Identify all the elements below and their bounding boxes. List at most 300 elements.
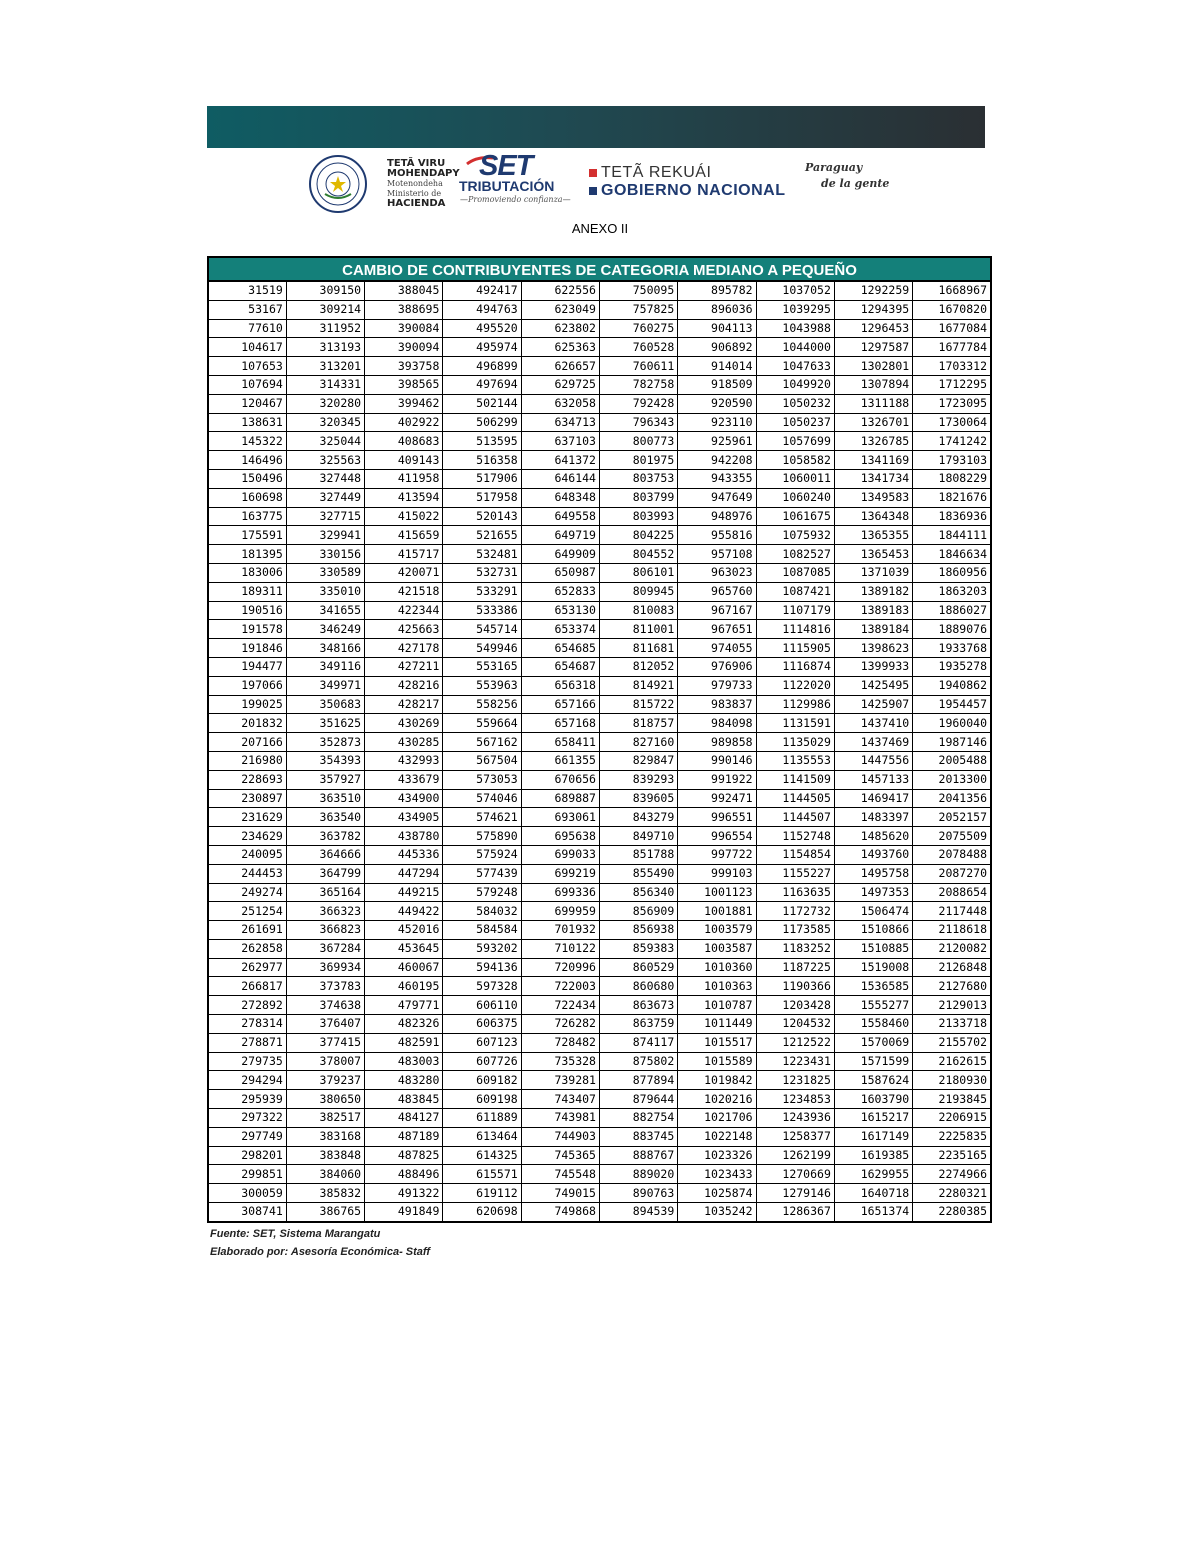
table-cell: 2078488 (913, 845, 991, 864)
table-cell: 710122 (521, 939, 599, 958)
table-row (208, 845, 991, 864)
table-cell: 390084 (365, 319, 443, 338)
table-cell: 346249 (286, 620, 364, 639)
table-cell: 609198 (443, 1090, 521, 1109)
table-cell: 1057699 (756, 432, 834, 451)
table-cell: 1061675 (756, 507, 834, 526)
table-cell: 923110 (678, 413, 756, 432)
table-cell: 760528 (599, 338, 677, 357)
red-square-icon (589, 169, 597, 177)
table-row (208, 281, 991, 300)
table-cell: 594136 (443, 958, 521, 977)
table-row (208, 1033, 991, 1052)
table-cell: 1292259 (834, 281, 912, 300)
table-cell: 1954457 (913, 695, 991, 714)
table-cell: 297322 (208, 1109, 286, 1128)
table-cell: 517906 (443, 469, 521, 488)
table-cell: 947649 (678, 488, 756, 507)
table-row (208, 751, 991, 770)
table-cell: 1234853 (756, 1090, 834, 1109)
slogan (805, 160, 889, 192)
table-cell: 341655 (286, 601, 364, 620)
table-cell: 567504 (443, 751, 521, 770)
table-cell: 699033 (521, 845, 599, 864)
table-cell: 279735 (208, 1052, 286, 1071)
table-cell: 1050232 (756, 394, 834, 413)
table-cell: 197066 (208, 676, 286, 695)
table-cell: 1010360 (678, 958, 756, 977)
table-cell: 1723095 (913, 394, 991, 413)
table-cell: 558256 (443, 695, 521, 714)
table-row (208, 300, 991, 319)
table-cell: 2162615 (913, 1052, 991, 1071)
table-cell: 1730064 (913, 413, 991, 432)
table-cell: 1389182 (834, 582, 912, 601)
table-cell: 376407 (286, 1015, 364, 1034)
table-cell: 422344 (365, 601, 443, 620)
table-cell: 488496 (365, 1165, 443, 1184)
table-cell: 654687 (521, 657, 599, 676)
table-cell: 2087270 (913, 864, 991, 883)
table-cell: 1615217 (834, 1109, 912, 1128)
table-cell: 906892 (678, 338, 756, 357)
table-cell: 855490 (599, 864, 677, 883)
table-cell: 1437469 (834, 733, 912, 752)
table-cell: 782758 (599, 375, 677, 394)
table-cell: 1399933 (834, 657, 912, 676)
table-cell: 449422 (365, 902, 443, 921)
table-cell: 990146 (678, 751, 756, 770)
table-cell: 327715 (286, 507, 364, 526)
table-cell: 363540 (286, 808, 364, 827)
table-cell: 689887 (521, 789, 599, 808)
table-cell: 657166 (521, 695, 599, 714)
table-cell: 308741 (208, 1203, 286, 1222)
table-cell: 1243936 (756, 1109, 834, 1128)
table-cell: 294294 (208, 1071, 286, 1090)
table-cell: 653374 (521, 620, 599, 639)
table-row (208, 789, 991, 808)
table-cell: 278871 (208, 1033, 286, 1052)
table-row (208, 357, 991, 376)
table-cell: 1023326 (678, 1146, 756, 1165)
table-cell: 2127680 (913, 977, 991, 996)
table-cell: 974055 (678, 639, 756, 658)
table-cell: 216980 (208, 751, 286, 770)
table-cell: 1010363 (678, 977, 756, 996)
table-cell: 818757 (599, 714, 677, 733)
table-cell: 1389184 (834, 620, 912, 639)
table-cell: 1060240 (756, 488, 834, 507)
table-cell: 1001881 (678, 902, 756, 921)
table-cell: 1155227 (756, 864, 834, 883)
table-cell: 506299 (443, 413, 521, 432)
table-cell: 532481 (443, 545, 521, 564)
table-cell: 992471 (678, 789, 756, 808)
table-cell: 879644 (599, 1090, 677, 1109)
table-cell: 311952 (286, 319, 364, 338)
table-cell: 1863203 (913, 582, 991, 601)
table-row (208, 1109, 991, 1128)
table-cell: 190516 (208, 601, 286, 620)
table-cell: 996554 (678, 827, 756, 846)
table-cell: 1940862 (913, 676, 991, 695)
table-cell: 487189 (365, 1127, 443, 1146)
table-cell: 496899 (443, 357, 521, 376)
table-cell: 354393 (286, 751, 364, 770)
table-cell: 743981 (521, 1109, 599, 1128)
table-cell: 408683 (365, 432, 443, 451)
table-cell: 991922 (678, 770, 756, 789)
table-cell: 365164 (286, 883, 364, 902)
table-cell: 1122020 (756, 676, 834, 695)
table-cell: 1039295 (756, 300, 834, 319)
table-cell: 2235165 (913, 1146, 991, 1165)
table-row (208, 394, 991, 413)
table-cell: 382517 (286, 1109, 364, 1128)
table-cell: 191578 (208, 620, 286, 639)
table-cell: 584584 (443, 921, 521, 940)
table-cell: 1846634 (913, 545, 991, 564)
table-cell: 402922 (365, 413, 443, 432)
table-cell: 183006 (208, 563, 286, 582)
table-cell: 145322 (208, 432, 286, 451)
table-cell: 427178 (365, 639, 443, 658)
table-cell: 384060 (286, 1165, 364, 1184)
table-cell: 1836936 (913, 507, 991, 526)
table-cell: 1987146 (913, 733, 991, 752)
table-cell: 623802 (521, 319, 599, 338)
table-cell: 261691 (208, 921, 286, 940)
table-cell: 1183252 (756, 939, 834, 958)
table-cell: 1668967 (913, 281, 991, 300)
table-cell: 574046 (443, 789, 521, 808)
table-cell: 745548 (521, 1165, 599, 1184)
table-cell: 2117448 (913, 902, 991, 921)
table-cell: 760611 (599, 357, 677, 376)
table-cell: 593202 (443, 939, 521, 958)
table-cell: 295939 (208, 1090, 286, 1109)
ministry-line1: TETÃ VIRU (387, 158, 446, 169)
table-cell: 266817 (208, 977, 286, 996)
table-cell: 330589 (286, 563, 364, 582)
table-cell: 2280385 (913, 1203, 991, 1222)
table-cell: 367284 (286, 939, 364, 958)
table-cell: 1326701 (834, 413, 912, 432)
table-cell: 1025874 (678, 1184, 756, 1203)
table-cell: 1173585 (756, 921, 834, 940)
table-cell: 811681 (599, 639, 677, 658)
table-cell: 298201 (208, 1146, 286, 1165)
table-cell: 386765 (286, 1203, 364, 1222)
table-cell: 160698 (208, 488, 286, 507)
table-cell: 482326 (365, 1015, 443, 1034)
table-cell: 1087421 (756, 582, 834, 601)
table-cell: 611889 (443, 1109, 521, 1128)
header-banner (207, 106, 985, 148)
table-cell: 2280321 (913, 1184, 991, 1203)
table-cell: 701932 (521, 921, 599, 940)
table-cell: 607123 (443, 1033, 521, 1052)
table-row (208, 319, 991, 338)
table-cell: 329941 (286, 526, 364, 545)
table-cell: 1889076 (913, 620, 991, 639)
table-cell: 1457133 (834, 770, 912, 789)
gov-line2: GOBIERNO NACIONAL (601, 182, 786, 199)
table-row (208, 582, 991, 601)
table-cell: 648348 (521, 488, 599, 507)
table-cell: 641372 (521, 451, 599, 470)
set-tagline: —Promoviendo confianza— (460, 195, 571, 204)
table-cell: 366823 (286, 921, 364, 940)
table-cell: 1493760 (834, 845, 912, 864)
table-cell: 1935278 (913, 657, 991, 676)
table-cell: 1204532 (756, 1015, 834, 1034)
table-cell: 487825 (365, 1146, 443, 1165)
source-note: Fuente: SET, Sistema Marangatu (210, 1228, 381, 1240)
table-cell: 433679 (365, 770, 443, 789)
table-cell: 896036 (678, 300, 756, 319)
table-cell: 1365453 (834, 545, 912, 564)
table-cell: 1015517 (678, 1033, 756, 1052)
table-cell: 943355 (678, 469, 756, 488)
table-body (208, 281, 991, 1222)
table-cell: 278314 (208, 1015, 286, 1034)
table-cell: 1425907 (834, 695, 912, 714)
slogan-line1: Paraguay (805, 161, 863, 174)
table-cell: 516358 (443, 451, 521, 470)
table-cell: 1021706 (678, 1109, 756, 1128)
table-cell: 695638 (521, 827, 599, 846)
table-cell: 309150 (286, 281, 364, 300)
table-cell: 1389183 (834, 601, 912, 620)
table-cell: 859383 (599, 939, 677, 958)
table-cell: 811001 (599, 620, 677, 639)
table-cell: 863759 (599, 1015, 677, 1034)
table-cell: 2005488 (913, 751, 991, 770)
table-cell: 1020216 (678, 1090, 756, 1109)
table-cell: 502144 (443, 394, 521, 413)
table-cell: 1519008 (834, 958, 912, 977)
table-cell: 369934 (286, 958, 364, 977)
table-cell: 415022 (365, 507, 443, 526)
table-row (208, 827, 991, 846)
table-cell: 882754 (599, 1109, 677, 1128)
table-row (208, 902, 991, 921)
table-cell: 979733 (678, 676, 756, 695)
table-cell: 1187225 (756, 958, 834, 977)
table-cell: 1371039 (834, 563, 912, 582)
table-cell: 1677784 (913, 338, 991, 357)
table-cell: 1485620 (834, 827, 912, 846)
table-cell: 894539 (599, 1203, 677, 1222)
table-cell: 77610 (208, 319, 286, 338)
table-cell: 856938 (599, 921, 677, 940)
table-cell: 483845 (365, 1090, 443, 1109)
table-cell: 2155702 (913, 1033, 991, 1052)
table-cell: 1082527 (756, 545, 834, 564)
table-cell: 1075932 (756, 526, 834, 545)
table-cell: 860529 (599, 958, 677, 977)
table-cell: 722434 (521, 996, 599, 1015)
table-cell: 575924 (443, 845, 521, 864)
table-cell: 1010787 (678, 996, 756, 1015)
table-cell: 1495758 (834, 864, 912, 883)
table-cell: 1011449 (678, 1015, 756, 1034)
table-cell: 650987 (521, 563, 599, 582)
table-cell: 491322 (365, 1184, 443, 1203)
table-row (208, 676, 991, 695)
table-row (208, 958, 991, 977)
table-row (208, 413, 991, 432)
table-cell: 378007 (286, 1052, 364, 1071)
table-cell: 634713 (521, 413, 599, 432)
table-cell: 517958 (443, 488, 521, 507)
table-cell: 809945 (599, 582, 677, 601)
table-cell: 889020 (599, 1165, 677, 1184)
table-cell: 743407 (521, 1090, 599, 1109)
table-cell: 1558460 (834, 1015, 912, 1034)
table-cell: 357927 (286, 770, 364, 789)
table-cell: 532731 (443, 563, 521, 582)
table-cell: 609182 (443, 1071, 521, 1090)
table-cell: 484127 (365, 1109, 443, 1128)
table-cell: 744903 (521, 1127, 599, 1146)
table-cell: 1114816 (756, 620, 834, 639)
table-cell: 383848 (286, 1146, 364, 1165)
table-cell: 447294 (365, 864, 443, 883)
table-cell: 1297587 (834, 338, 912, 357)
table-cell: 890763 (599, 1184, 677, 1203)
table-row (208, 620, 991, 639)
table-cell: 839293 (599, 770, 677, 789)
table-cell: 228693 (208, 770, 286, 789)
table-cell: 492417 (443, 281, 521, 300)
gov-line1: TETÃ REKUÁI (601, 164, 712, 181)
table-cell: 327449 (286, 488, 364, 507)
table-cell: 920590 (678, 394, 756, 413)
table-cell: 495520 (443, 319, 521, 338)
table-cell: 545714 (443, 620, 521, 639)
table-cell: 888767 (599, 1146, 677, 1165)
table-cell: 1311188 (834, 394, 912, 413)
table-cell: 150496 (208, 469, 286, 488)
table-cell: 483280 (365, 1071, 443, 1090)
table-cell: 385832 (286, 1184, 364, 1203)
table-cell: 661355 (521, 751, 599, 770)
table-cell: 348166 (286, 639, 364, 658)
table-cell: 434900 (365, 789, 443, 808)
table-cell: 2133718 (913, 1015, 991, 1034)
table-cell: 1115905 (756, 639, 834, 658)
table-cell: 377415 (286, 1033, 364, 1052)
table-cell: 574621 (443, 808, 521, 827)
table-cell: 656318 (521, 676, 599, 695)
table-cell: 745365 (521, 1146, 599, 1165)
table-cell: 1279146 (756, 1184, 834, 1203)
table-cell: 2225835 (913, 1127, 991, 1146)
table-cell: 300059 (208, 1184, 286, 1203)
table-cell: 297749 (208, 1127, 286, 1146)
table-cell: 494763 (443, 300, 521, 319)
table-cell: 553963 (443, 676, 521, 695)
table-cell: 2193845 (913, 1090, 991, 1109)
table-cell: 460195 (365, 977, 443, 996)
table-cell: 883745 (599, 1127, 677, 1146)
table-cell: 107694 (208, 375, 286, 394)
table-row (208, 639, 991, 658)
table-cell: 827160 (599, 733, 677, 752)
table-cell: 1960040 (913, 714, 991, 733)
table-cell: 497694 (443, 375, 521, 394)
table-cell: 428216 (365, 676, 443, 695)
table-cell: 1587624 (834, 1071, 912, 1090)
table-cell: 1469417 (834, 789, 912, 808)
table-cell: 1510885 (834, 939, 912, 958)
table-cell: 349971 (286, 676, 364, 695)
table-cell: 495974 (443, 338, 521, 357)
table-cell: 942208 (678, 451, 756, 470)
table-cell: 839605 (599, 789, 677, 808)
table-cell: 1258377 (756, 1127, 834, 1146)
table-cell: 965760 (678, 582, 756, 601)
table-cell: 138631 (208, 413, 286, 432)
table-cell: 1286367 (756, 1203, 834, 1222)
table-cell: 984098 (678, 714, 756, 733)
table-cell: 1821676 (913, 488, 991, 507)
taxpayer-table (207, 280, 992, 1223)
table-cell: 963023 (678, 563, 756, 582)
table-cell: 575890 (443, 827, 521, 846)
table-row (208, 770, 991, 789)
table-cell: 2013300 (913, 770, 991, 789)
table-cell: 1712295 (913, 375, 991, 394)
table-cell: 606110 (443, 996, 521, 1015)
table-cell: 863673 (599, 996, 677, 1015)
table-cell: 409143 (365, 451, 443, 470)
table-cell: 914014 (678, 357, 756, 376)
table-cell: 1294395 (834, 300, 912, 319)
table-cell: 380650 (286, 1090, 364, 1109)
table-cell: 107653 (208, 357, 286, 376)
table-cell: 240095 (208, 845, 286, 864)
table-cell: 1307894 (834, 375, 912, 394)
table-cell: 549946 (443, 639, 521, 658)
table-cell: 1447556 (834, 751, 912, 770)
table-cell: 810083 (599, 601, 677, 620)
table-row (208, 1071, 991, 1090)
table-cell: 1135029 (756, 733, 834, 752)
table-cell: 1808229 (913, 469, 991, 488)
table-cell: 1023433 (678, 1165, 756, 1184)
table-cell: 658411 (521, 733, 599, 752)
data-table-container (207, 256, 992, 1223)
table-cell: 1116874 (756, 657, 834, 676)
table-cell: 364799 (286, 864, 364, 883)
table-cell: 1144507 (756, 808, 834, 827)
table-cell: 1510866 (834, 921, 912, 940)
table-cell: 420071 (365, 563, 443, 582)
ministry-line3: Motenondeha (387, 179, 443, 188)
table-cell: 181395 (208, 545, 286, 564)
table-cell: 1087085 (756, 563, 834, 582)
table-cell: 851788 (599, 845, 677, 864)
table-row (208, 657, 991, 676)
table-cell: 996551 (678, 808, 756, 827)
table-row (208, 977, 991, 996)
table-cell: 325044 (286, 432, 364, 451)
table-row (208, 451, 991, 470)
